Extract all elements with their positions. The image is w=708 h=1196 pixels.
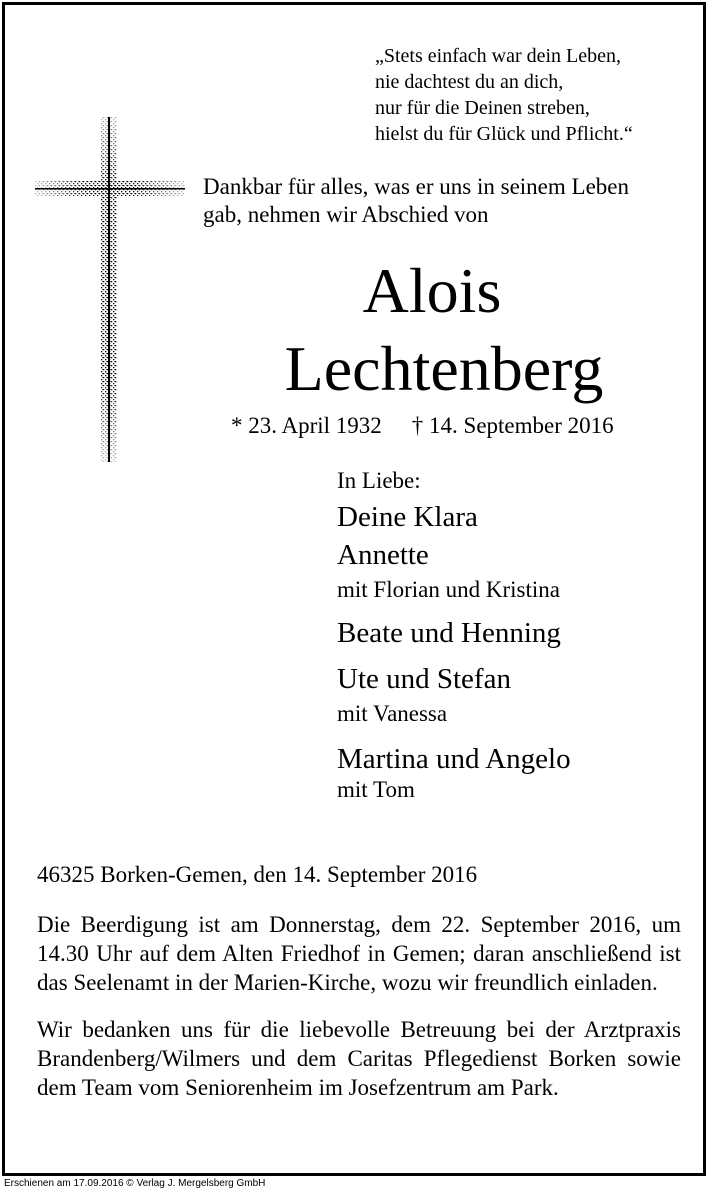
mourners-list [337,467,571,804]
mourner-entry: Beate und Henning [337,617,561,649]
mourner-entry: Ute und Stefan [337,663,511,695]
mourner-entry: Deine Klara [337,501,478,533]
intro-text [203,173,629,229]
thanks-text: Wir bedanken uns für die liebevolle Betreuung bei der Arztpraxis Brandenberg/Wilmers und dem Caritas Pflegedienst Borken sowie dem Team vom Seniorenheim im Josefzentrum am Park. [37,1017,681,1100]
obituary-frame [2,2,706,1176]
publication-footer: Erschienen am 17.09.2016 © Verlag J. Mergelsberg GmbH [4,1178,266,1189]
poem-line: nur für die Deinen streben, [375,97,590,119]
birth-date: * 23. April 1932 [231,413,382,438]
funeral-info: Die Beerdigung ist am Donnerstag, dem 22. September 2016, um 14.30 Uhr auf dem Alten Friedhof in Gemen; daran anschließend ist das Seelenamt in der Marien-Kirche, wozu wir freundlich einladen. [37,912,681,995]
mourner-entry: Martina und Angelo [337,743,571,775]
poem [375,43,633,147]
death-date: † 14. September 2016 [411,413,614,438]
poem-line: „Stets einfach war dein Leben, [375,45,622,67]
mourners-heading: In Liebe: [337,468,421,493]
mourner-entry: Annette [337,539,429,571]
deceased-last-name: Lechtenberg [284,333,604,404]
deceased-first-name: Alois [362,255,502,326]
life-dates [231,412,614,440]
intro-line: gab, nehmen wir Abschied von [203,202,489,227]
intro-line: Dankbar für alles, was er uns in seinem Leben [203,174,629,199]
mourner-subentry: mit Tom [337,777,415,802]
place-date: 46325 Borken-Gemen, den 14. September 2016 [37,862,478,887]
mourner-subentry: mit Florian und Kristina [337,577,560,602]
poem-line: hielst du für Glück und Pflicht.“ [375,123,633,145]
mourner-subentry: mit Vanessa [337,701,448,726]
poem-line: nie dachtest du an dich, [375,71,564,93]
